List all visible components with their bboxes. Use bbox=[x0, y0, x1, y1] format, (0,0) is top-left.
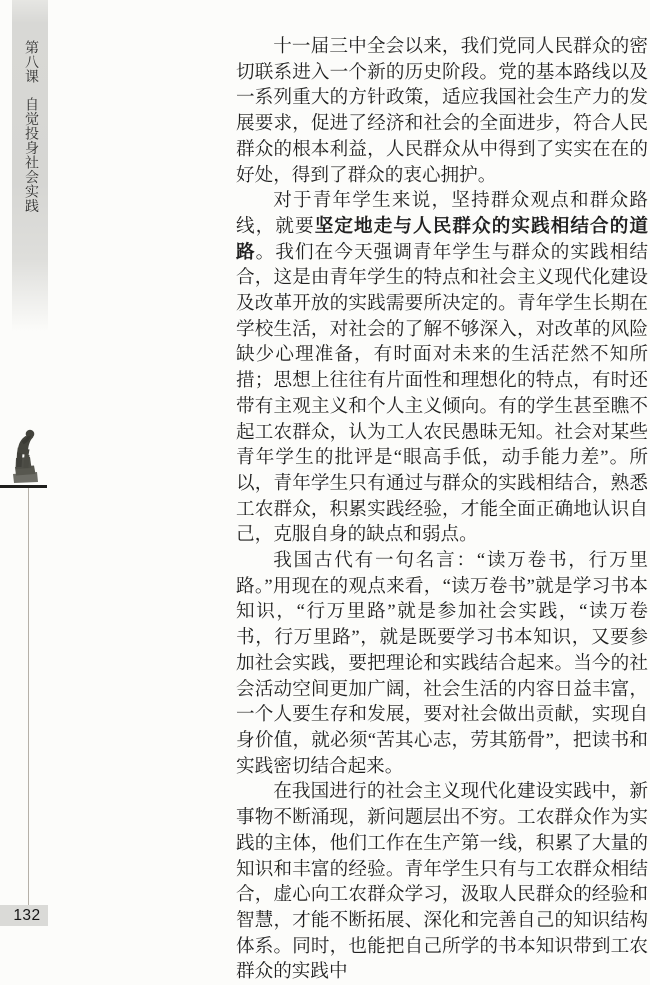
paragraph-2-bold-phrase: 坚定地走与人民群众的实践相结合的道路 bbox=[236, 215, 648, 263]
margin-vertical-rule bbox=[28, 488, 29, 905]
paragraph-4: 在我国进行的社会主义现代化建设实践中，新事物不断涌现，新问题层出不穷。工农群众作为实践的主体，他们工作在生产第一线，积累了大量的知识和丰富的经验。青年学生只有与工农群众相结合，虚心向工农群众学习，汲取人民群众的经验和智慧，才能不断拓展、深化和完善自己的知识结构体系。同时，也能把自己所学的书本知识带到工农群众的实践中 bbox=[236, 781, 648, 983]
body-text bbox=[236, 34, 648, 985]
margin-divider-line bbox=[0, 485, 47, 488]
paragraph-2-text-continued: 。我们在今天强调青年学生与群众的实践相结合，这是由青年学生的特点和社会主义现代化建设及改革开放的实践需要所决定的。青年学生长期在学校生活，对社会的了解不够深入，对改革的风险缺少心理准备，有时面对未来的生活茫然不知所措；思想上往往有片面性和理想化的特点，有时还带有主观主义和个人主义倾向。有的学生甚至瞧不起工农群众，认为工人农民愚昧无知。社会对某些青年学生的批评是“眼高手低，动手能力差”。所以，青年学生只有通过与群众的实践相结合，熟悉工农群众，积累实践经验，才能全面正确地认识自己，克服自身的缺点和弱点。 bbox=[236, 241, 648, 546]
paragraph-3: 我国古代有一句名言：“读万卷书，行万里路。”用现在的观点来看，“读万卷书”就是学习书本知识，“行万里路”就是参加社会实践，“读万卷书，行万里路”，就是既要学习书本知识，又要参加社会实践，要把理论和实践结合起来。当今的社会活动空间更加广阔，社会生活的内容日益丰富，一个人要生存和发展，要对社会做出贡献，实现自身价值，就必须“苦其心志，劳其筋骨”，把读书和实践密切结合起来。 bbox=[236, 550, 648, 777]
page-number: 132 bbox=[13, 906, 41, 924]
lesson-title-label: 自觉投身社会实践 bbox=[23, 96, 38, 213]
paragraph-1: 十一届三中全会以来，我们党同人民群众的密切联系进入一个新的历史阶段。党的基本路线以及一系列重大的方针政策，适应我国社会生产力的发展要求，促进了经济和社会的全面进步，符合人民群众的根本利益，人民群众从中得到了实实在在的好处，得到了群众的衷心拥护。 bbox=[236, 36, 648, 186]
thinker-statue-icon bbox=[4, 424, 46, 485]
paragraph-2 bbox=[236, 188, 648, 548]
page-number-badge bbox=[0, 905, 48, 926]
paragraph-2-text: 对于青年学生来说，坚持群众观点和群众路线，就要 bbox=[236, 190, 648, 237]
chapter-label bbox=[12, 40, 48, 213]
chapter-sidebar-strip bbox=[12, 0, 48, 332]
lesson-number-label: 第八课 bbox=[23, 40, 38, 84]
